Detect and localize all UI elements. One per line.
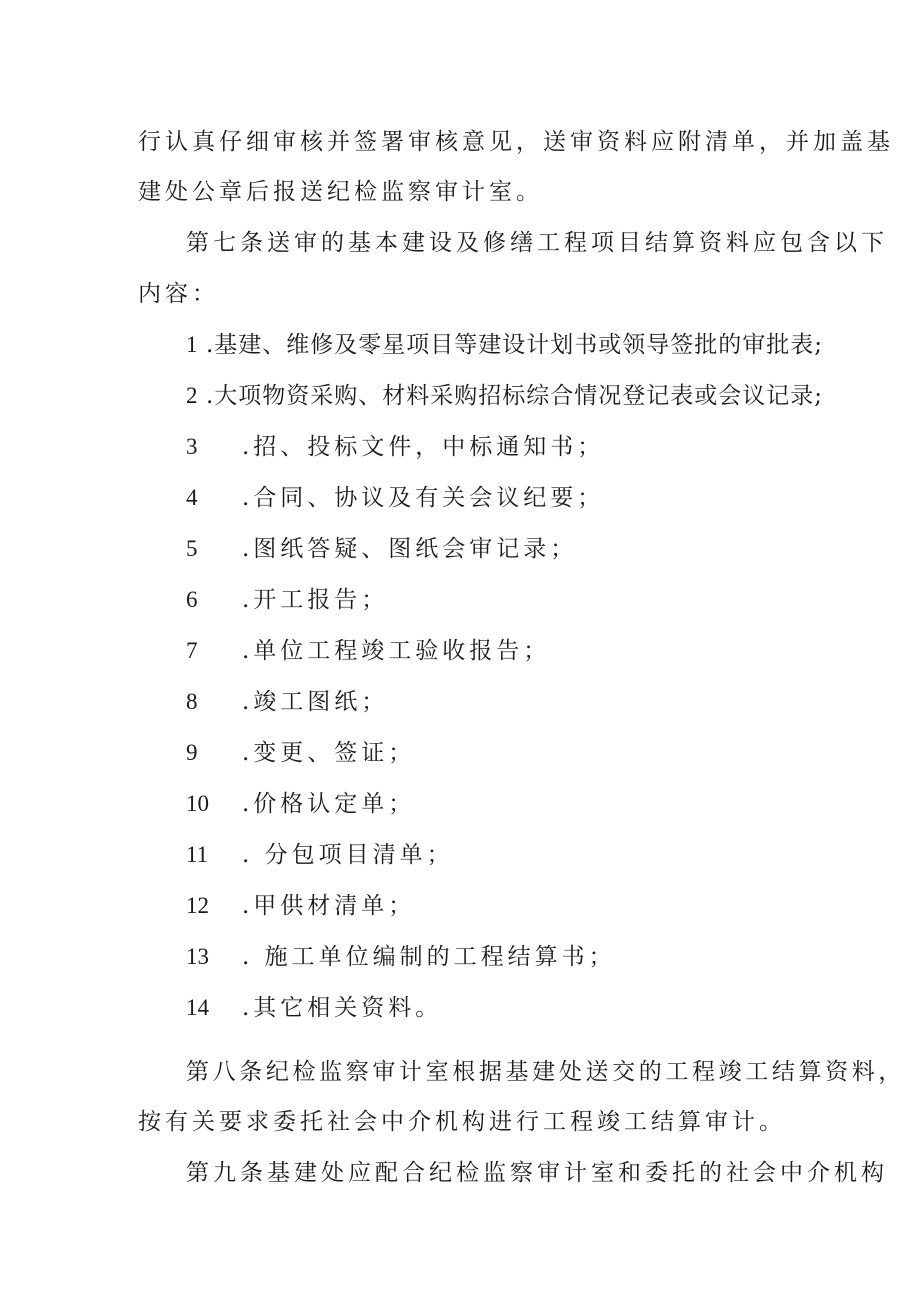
list-item-number: 1 [186, 332, 198, 357]
list-item-text: .变更、签证； [242, 740, 416, 766]
list-item-text: . 分包项目清单； [242, 842, 454, 868]
list-item-text: .其它相关资料。 [242, 995, 443, 1021]
list-item-number: 10 [186, 791, 209, 816]
list-item-number: 8 [186, 689, 198, 714]
list-item-number: 11 [186, 842, 209, 867]
list-item-number: 2 [186, 383, 198, 408]
list-item-text: .竣工图纸； [242, 689, 389, 715]
list-item-text: .招、投标文件，中标通知书； [242, 434, 605, 460]
list-item-number: 5 [186, 536, 198, 561]
list-item-number: 3 [186, 434, 198, 459]
paragraph-line: 行认真仔细审核并签署审核意见，送审资料应附清单，并加盖基 [138, 129, 894, 155]
list-item-number: 13 [186, 944, 209, 969]
article-8-line: 按有关要求委托社会中介机构进行工程竣工结算审计。 [138, 1109, 786, 1135]
article-8-line: 第八条纪检监察审计室根据基建处送交的工程竣工结算资料， [186, 1059, 905, 1085]
list-item-number: 14 [186, 995, 209, 1020]
list-item-text: .开工报告； [242, 587, 389, 613]
list-item-number: 7 [186, 638, 198, 663]
list-item-text: .甲供材清单； [242, 893, 416, 919]
list-item-number: 4 [186, 485, 198, 510]
list-item-number: 12 [186, 893, 209, 918]
list-item-text: . 施工单位编制的工程结算书； [242, 944, 616, 970]
article-7-line: 第七条送审的基本建设及修缮工程项目结算资料应包含以下 [186, 230, 888, 256]
list-item-number: 9 [186, 740, 198, 765]
list-item-text: .单位工程竣工验收报告； [242, 638, 551, 664]
list-item-number: 6 [186, 587, 198, 612]
list-item-text: .基建、维修及零星项目等建设计划书或领导签批的审批表; [206, 332, 824, 358]
article-7-line: 内容： [138, 281, 219, 307]
article-9-line: 第九条基建处应配合纪检监察审计室和委托的社会中介机构 [186, 1160, 888, 1186]
paragraph-line: 建处公章后报送纪检监察审计室。 [138, 179, 543, 205]
list-item-text: .图纸答疑、图纸会审记录； [242, 536, 578, 562]
list-item-text: .大项物资采购、材料采购招标综合情况登记表或会议记录; [206, 383, 824, 409]
list-item-text: .合同、协议及有关会议纪要； [242, 485, 605, 511]
list-item-text: .价格认定单； [242, 791, 416, 817]
